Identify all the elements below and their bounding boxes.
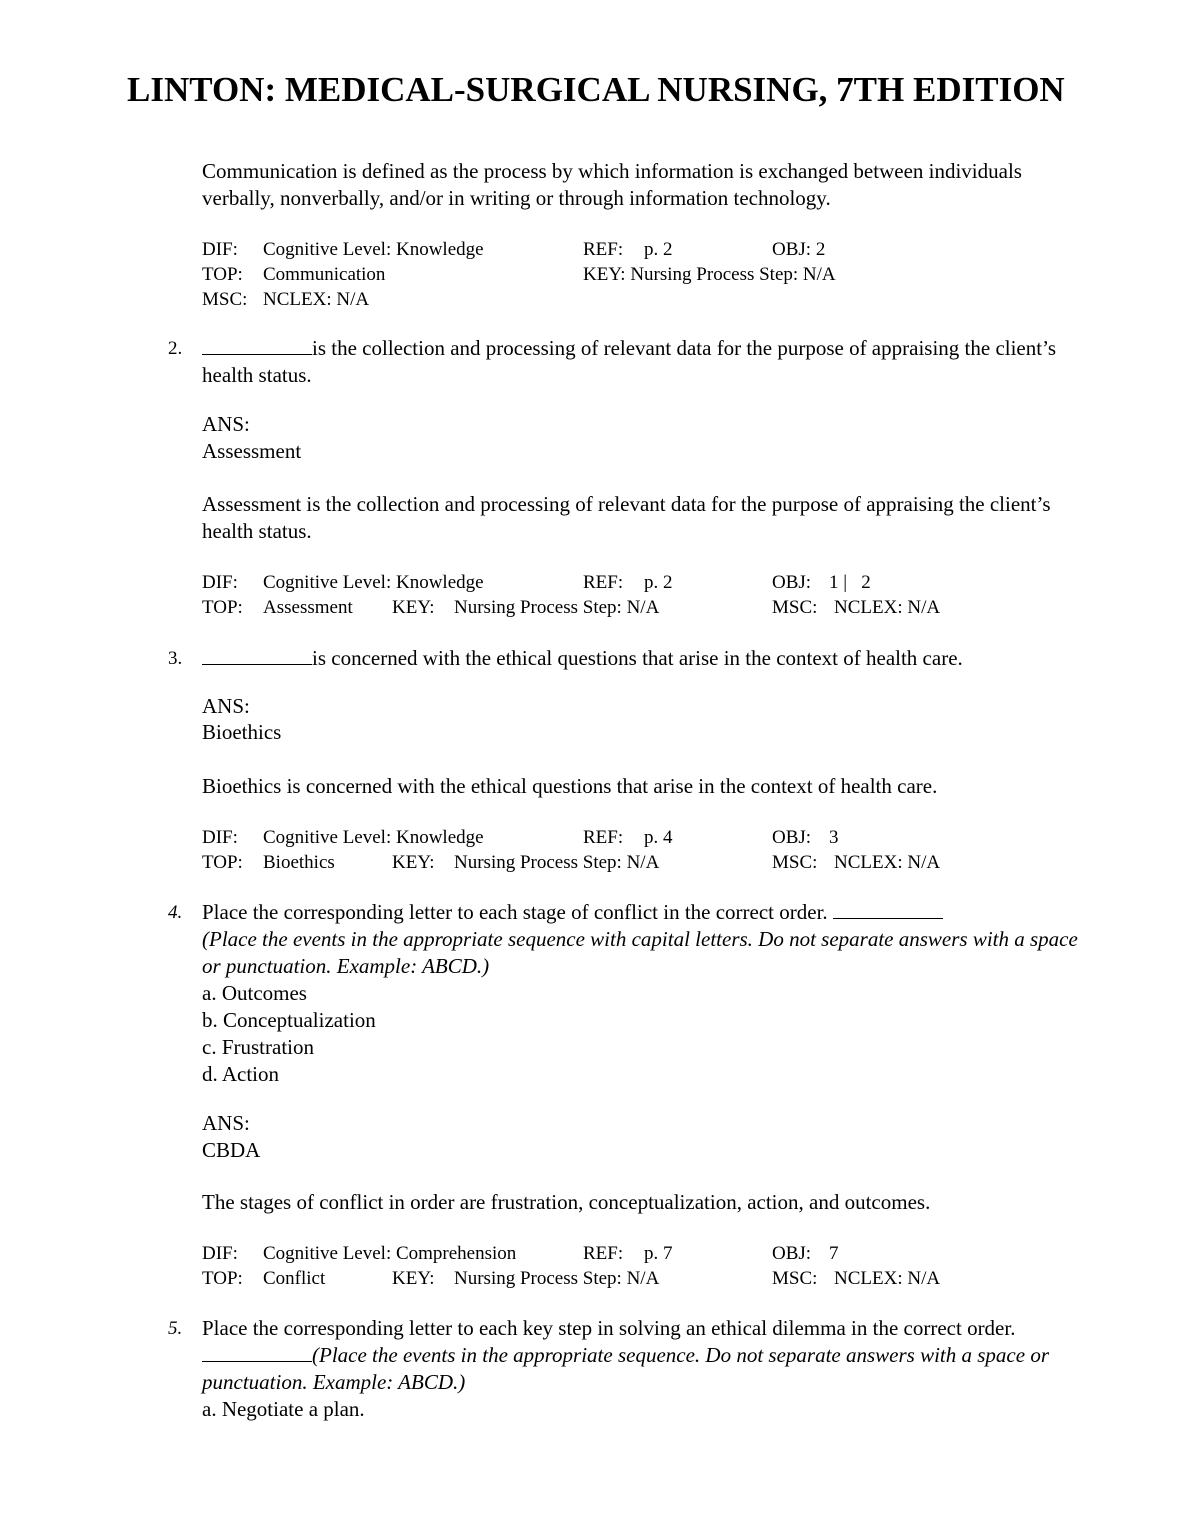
q2-rationale: Assessment is the collection and processing of relevant data for the purpose of appraising the client’s health status. — [202, 492, 1051, 543]
q3-answer-blank[interactable] — [202, 646, 312, 665]
q2-ref-label: REF: — [583, 572, 624, 593]
q2-ref-value: p. 2 — [644, 572, 673, 593]
q2-dif-value: Cognitive Level: Knowledge — [263, 572, 484, 593]
q1-top-value: Communication — [263, 264, 386, 285]
q3-obj-value: 3 — [829, 827, 839, 848]
q2-top-label: TOP: — [202, 597, 243, 618]
q4-answer: CBDA — [202, 1138, 261, 1162]
q3-key-label: KEY: — [392, 852, 435, 873]
q3-metadata — [202, 825, 1102, 875]
q1-metadata — [202, 237, 1102, 312]
q2-answer-blank[interactable] — [202, 336, 312, 355]
q4-key-label: KEY: — [392, 1268, 435, 1289]
q3-top-label: TOP: — [202, 852, 243, 873]
q4-option-d: d. Action — [202, 1062, 279, 1086]
q4-obj-label: OBJ: — [772, 1243, 812, 1264]
q4-stem — [202, 899, 1082, 980]
q4-ref-value: p. 7 — [644, 1243, 673, 1264]
q3-number: 3. — [168, 648, 183, 669]
q3-stem-text: is concerned with the ethical questions that arise in the context of health care. — [312, 646, 963, 670]
q2-stem-text: is the collection and processing of relevant data for the purpose of appraising the client’s health status. — [202, 336, 1057, 387]
q5-stem — [202, 1315, 1062, 1396]
q4-rationale: The stages of conflict in order are frustration, conceptualization, action, and outcomes. — [202, 1190, 931, 1214]
q3-rationale: Bioethics is concerned with the ethical questions that arise in the context of health care. — [202, 774, 938, 798]
q4-answer-blank[interactable] — [833, 900, 943, 919]
q2-dif-label: DIF: — [202, 572, 238, 593]
q2-answer: Assessment — [202, 439, 302, 463]
q3-ans-label: ANS: — [202, 694, 250, 718]
q2-metadata — [202, 570, 1102, 620]
q5-number: 5. — [168, 1318, 183, 1339]
q2-stem — [202, 335, 1082, 389]
q4-option-c: c. Frustration — [202, 1035, 314, 1059]
q4-msc-label: MSC: — [772, 1268, 818, 1289]
q3-ref-value: p. 4 — [644, 827, 673, 848]
q2-msc-label: MSC: — [772, 597, 818, 618]
q4-number: 4. — [168, 902, 183, 923]
q5-option-a: a. Negotiate a plan. — [202, 1397, 365, 1421]
q4-option-a: a. Outcomes — [202, 981, 307, 1005]
q5-instruction: (Place the events in the appropriate sequence. Do not separate answers with a space or punctuation. Example: ABCD.) — [202, 1343, 1049, 1394]
q2-obj-value: 1 | 2 — [829, 572, 871, 593]
q3-top-value: Bioethics — [263, 852, 335, 873]
q2-key-value: Nursing Process Step: N/A — [454, 597, 660, 618]
q4-options — [202, 980, 1082, 1088]
q3-ref-label: REF: — [583, 827, 624, 848]
q4-metadata — [202, 1241, 1102, 1291]
q4-instruction: (Place the events in the appropriate sequence with capital letters. Do not separate answers with a space or punctuation. Example: ABCD.) — [202, 927, 1078, 978]
q3-key-value: Nursing Process Step: N/A — [454, 852, 660, 873]
q3-dif-label: DIF: — [202, 827, 238, 848]
q3-obj-label: OBJ: — [772, 827, 812, 848]
q4-obj-value: 7 — [829, 1243, 839, 1264]
q5-stem-text: Place the corresponding letter to each key step in solving an ethical dilemma in the correct order. — [202, 1316, 1016, 1340]
q2-ans-label: ANS: — [202, 412, 250, 436]
q3-stem — [202, 645, 1082, 672]
q1-ref-value: p. 2 — [644, 239, 673, 260]
q1-dif-label: DIF: — [202, 239, 238, 260]
q4-option-b: b. Conceptualization — [202, 1008, 376, 1032]
q4-key-value: Nursing Process Step: N/A — [454, 1268, 660, 1289]
q1-msc-label: MSC: — [202, 289, 248, 310]
q4-dif-label: DIF: — [202, 1243, 238, 1264]
q2-obj-label: OBJ: — [772, 572, 812, 593]
q4-msc-value: NCLEX: N/A — [834, 1268, 941, 1289]
q2-top-value: Assessment — [263, 597, 353, 618]
q4-ref-label: REF: — [583, 1243, 624, 1264]
q3-answer: Bioethics — [202, 720, 282, 744]
q1-obj: OBJ: 2 — [772, 239, 826, 260]
q4-ans-label: ANS: — [202, 1111, 250, 1135]
q2-msc-value: NCLEX: N/A — [834, 597, 941, 618]
q3-dif-value: Cognitive Level: Knowledge — [263, 827, 484, 848]
q3-msc-label: MSC: — [772, 852, 818, 873]
q5-answer-blank[interactable] — [202, 1343, 312, 1362]
q1-ref-label: REF: — [583, 239, 624, 260]
q2-key-label: KEY: — [392, 597, 435, 618]
q4-top-label: TOP: — [202, 1268, 243, 1289]
q1-top-label: TOP: — [202, 264, 243, 285]
q4-dif-value: Cognitive Level: Comprehension — [263, 1243, 517, 1264]
q4-top-value: Conflict — [263, 1268, 326, 1289]
q4-stem-text: Place the corresponding letter to each stage of conflict in the correct order. — [202, 900, 828, 924]
q2-number: 2. — [168, 338, 183, 359]
q1-rationale: Communication is defined as the process by which information is exchanged between individuals verbally, nonverbally, and/or in writing or through information technology. — [202, 159, 1022, 210]
q3-msc-value: NCLEX: N/A — [834, 852, 941, 873]
document-title: LINTON: MEDICAL-SURGICAL NURSING, 7TH EDITION — [127, 70, 1065, 109]
q1-dif-value: Cognitive Level: Knowledge — [263, 239, 484, 260]
q1-key: KEY: Nursing Process Step: N/A — [583, 264, 836, 285]
q1-msc-value: NCLEX: N/A — [263, 289, 370, 310]
